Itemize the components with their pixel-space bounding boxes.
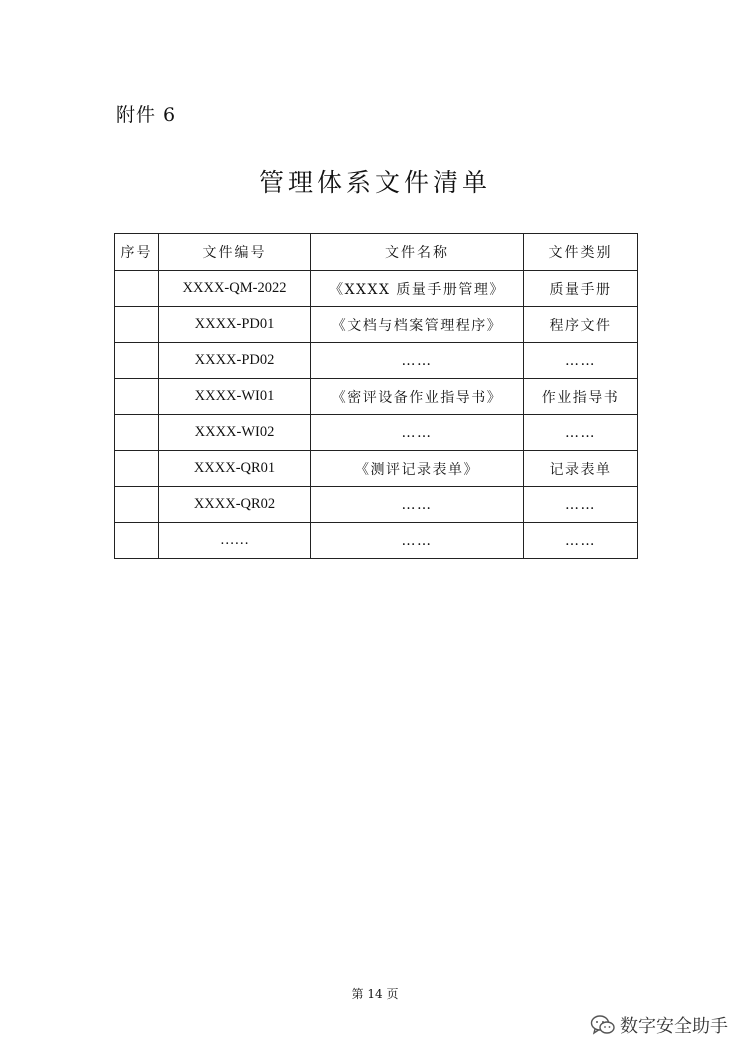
document-list-table [114,233,638,559]
cell-file-category: 作业指导书 [524,379,638,415]
cell-serial-number [115,343,159,379]
page-number: 第 14 页 [351,987,399,1001]
header-file-code: 文件编号 [159,234,311,271]
cell-file-name: …… [311,415,524,451]
cell-file-code: XXXX-QR02 [159,487,311,523]
table-row [115,307,638,343]
attachment-label: 附件 6 [116,104,177,126]
cell-serial-number [115,271,159,307]
watermark-text: 数字安全助手 [620,1016,728,1037]
wechat-icon [590,1014,616,1036]
cell-file-name: …… [311,343,524,379]
table-row [115,343,638,379]
cell-file-code: XXXX-WI01 [159,379,311,415]
cell-file-name: 《文档与档案管理程序》 [311,307,524,343]
cell-serial-number [115,307,159,343]
cell-file-name: 《XXXX 质量手册管理》 [311,271,524,307]
cell-file-category: …… [524,415,638,451]
cell-file-code: XXXX-PD02 [159,343,311,379]
table-row [115,271,638,307]
cell-file-code: XXXX-PD01 [159,307,311,343]
cell-file-code: XXXX-QR01 [159,451,311,487]
table-row [115,415,638,451]
header-file-name: 文件名称 [311,234,524,271]
watermark [590,1012,728,1038]
cell-file-category: …… [524,523,638,559]
cell-serial-number [115,379,159,415]
header-serial-number: 序号 [115,234,159,271]
document-title: 管理体系文件清单 [258,168,491,197]
cell-file-category: 程序文件 [524,307,638,343]
table-header-row [115,234,638,271]
cell-file-code: …… [159,523,311,559]
cell-serial-number [115,415,159,451]
cell-file-name: …… [311,523,524,559]
cell-file-name: 《测评记录表单》 [311,451,524,487]
cell-serial-number [115,451,159,487]
cell-file-category: …… [524,343,638,379]
cell-file-name: …… [311,487,524,523]
cell-file-code: XXXX-WI02 [159,415,311,451]
cell-file-name: 《密评设备作业指导书》 [311,379,524,415]
table-row [115,379,638,415]
table-row [115,523,638,559]
cell-serial-number [115,487,159,523]
cell-file-category: …… [524,487,638,523]
cell-file-code: XXXX-QM-2022 [159,271,311,307]
cell-file-category: 质量手册 [524,271,638,307]
table-row [115,451,638,487]
header-file-category: 文件类别 [524,234,638,271]
cell-file-category: 记录表单 [524,451,638,487]
table-row [115,487,638,523]
cell-serial-number [115,523,159,559]
